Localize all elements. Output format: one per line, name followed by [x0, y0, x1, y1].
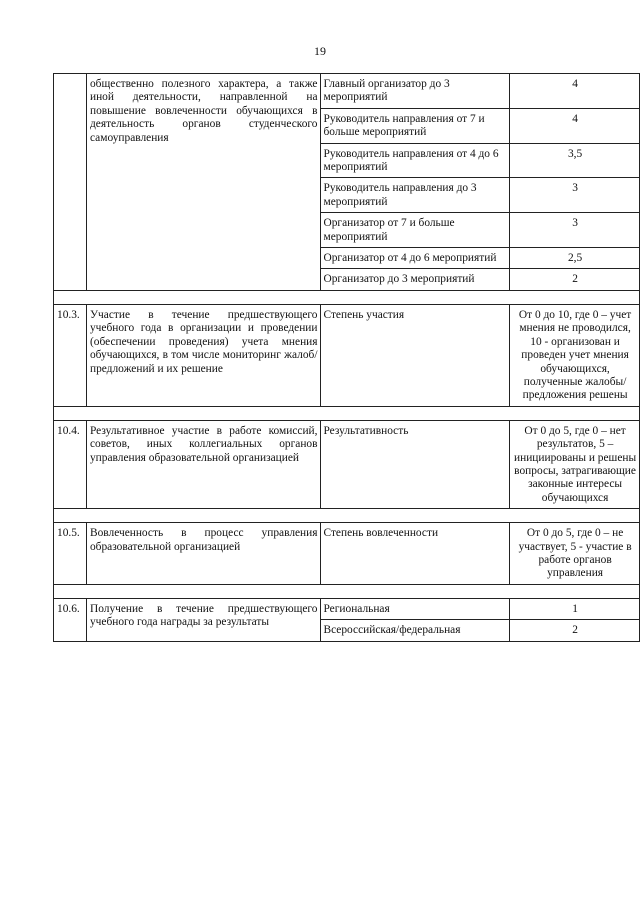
criterion-cell: Региональная	[320, 598, 510, 619]
item-description: Участие в течение предшествующего учебного года в организации и проведении (обеспечении проведения) учета мнения обучающихся, в том числе мониторинг жалоб/предложений и их решение	[86, 304, 320, 406]
item-number: 10.4.	[54, 420, 87, 508]
table-row	[54, 598, 640, 619]
score-cell: От 0 до 5, где 0 – не участвует, 5 - участие в работе органов управления	[510, 523, 640, 585]
criterion-cell: Руководитель направления от 4 до 6 мероприятий	[320, 143, 510, 178]
criterion-cell: Руководитель направления до 3 мероприятий	[320, 178, 510, 213]
page-number: 19	[314, 44, 326, 58]
score-cell: 4	[510, 74, 640, 109]
score-cell: 3	[510, 178, 640, 213]
row-gap	[54, 584, 640, 598]
item-number: 10.6.	[54, 598, 87, 641]
criterion-cell: Всероссийская/федеральная	[320, 620, 510, 641]
score-cell: 4	[510, 108, 640, 143]
item-number: 10.3.	[54, 304, 87, 406]
row-gap	[54, 509, 640, 523]
table-row	[54, 523, 640, 585]
criteria-table	[53, 73, 640, 642]
score-cell: 3,5	[510, 143, 640, 178]
score-cell: 2	[510, 269, 640, 290]
score-cell: От 0 до 10, где 0 – учет мнения не проводился, 10 - организован и проведен учет мнения обучающихся, полученные жалобы/ предложения решены	[510, 304, 640, 406]
row-gap	[54, 406, 640, 420]
table-row	[54, 420, 640, 508]
criterion-cell: Результативность	[320, 420, 510, 508]
table-row	[54, 74, 640, 109]
criterion-cell: Степень участия	[320, 304, 510, 406]
criterion-cell: Степень вовлеченности	[320, 523, 510, 585]
criterion-cell: Главный организатор до 3 мероприятий	[320, 74, 510, 109]
score-cell: От 0 до 5, где 0 – нет результатов, 5 – инициированы и решены вопросы, затрагивающие законные интересы обучающихся	[510, 420, 640, 508]
score-cell: 1	[510, 598, 640, 619]
score-cell: 2	[510, 620, 640, 641]
criterion-cell: Организатор от 7 и больше мероприятий	[320, 213, 510, 248]
item-number-cell	[54, 74, 87, 291]
item-description: общественно полезного характера, а также иной деятельности, направленной на повышение вовлеченности обучающихся в деятельность органов студенческого самоуправления	[86, 74, 320, 291]
item-description: Результативное участие в работе комиссий, советов, иных коллегиальных органов управления образовательной организацией	[86, 420, 320, 508]
item-description: Вовлеченность в процесс управления образовательной организацией	[86, 523, 320, 585]
score-cell: 2,5	[510, 248, 640, 269]
criterion-cell: Руководитель направления от 7 и больше мероприятий	[320, 108, 510, 143]
item-number: 10.5.	[54, 523, 87, 585]
table-row	[54, 304, 640, 406]
score-cell: 3	[510, 213, 640, 248]
item-description: Получение в течение предшествующего учебного года награды за результаты	[86, 598, 320, 641]
row-gap	[54, 290, 640, 304]
criterion-cell: Организатор от 4 до 6 мероприятий	[320, 248, 510, 269]
criterion-cell: Организатор до 3 мероприятий	[320, 269, 510, 290]
